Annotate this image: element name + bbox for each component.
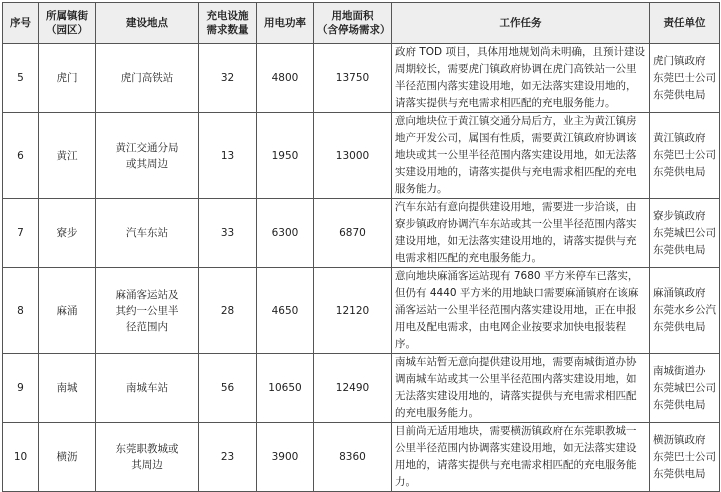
cell-power: 10650 xyxy=(257,354,314,423)
cell-qty: 13 xyxy=(199,113,257,199)
cell-town: 寮步 xyxy=(39,199,96,268)
cell-unit: 南城街道办 东莞城巴公司 东莞供电局 xyxy=(650,354,720,423)
cell-no: 7 xyxy=(3,199,39,268)
cell-site: 麻涌客运站及 其约一公里半 径范围内 xyxy=(96,268,199,354)
cell-qty: 28 xyxy=(199,268,257,354)
header-unit: 责任单位 xyxy=(650,3,720,44)
cell-power: 4800 xyxy=(257,44,314,113)
cell-no: 9 xyxy=(3,354,39,423)
cell-no: 10 xyxy=(3,423,39,492)
header-row xyxy=(3,3,720,44)
cell-power: 6300 xyxy=(257,199,314,268)
cell-site: 虎门高铁站 xyxy=(96,44,199,113)
table-row xyxy=(3,423,720,492)
cell-town: 横沥 xyxy=(39,423,96,492)
table-row xyxy=(3,44,720,113)
cell-task: 汽车东站有意向提供建设用地，需要进一步洽谈，由寮步镇政府协调汽车东站或其一公里半径范围内落实建设用地，如无法落实建设用地的，请落实提供与充电需求相匹配的充电服务能力。 xyxy=(392,199,650,268)
table-row xyxy=(3,113,720,199)
cell-site: 汽车东站 xyxy=(96,199,199,268)
cell-area: 13750 xyxy=(314,44,392,113)
cell-power: 1950 xyxy=(257,113,314,199)
header-task: 工作任务 xyxy=(392,3,650,44)
cell-site: 南城车站 xyxy=(96,354,199,423)
table-row xyxy=(3,354,720,423)
header-site: 建设地点 xyxy=(96,3,199,44)
cell-area: 8360 xyxy=(314,423,392,492)
header-power: 用电功率 xyxy=(257,3,314,44)
cell-area: 13000 xyxy=(314,113,392,199)
cell-town: 黄江 xyxy=(39,113,96,199)
cell-task: 意向地块位于黄江镇交通分局后方，业主为黄江镇房地产开发公司，属国有性质，需要黄江镇政府协调该地块或其一公里半径范围内落实建设用地，如无法落实建设用地的，请落实提供与充电需求相匹配的充电服务能力。 xyxy=(392,113,650,199)
cell-unit: 寮步镇政府 东莞城巴公司 东莞供电局 xyxy=(650,199,720,268)
header-area: 用地面积 （含停场需求） xyxy=(314,3,392,44)
cell-qty: 56 xyxy=(199,354,257,423)
cell-task: 南城车站暂无意向提供建设用地，需要南城街道办协调南城车站或其一公里半径范围内落实建设用地，如无法落实建设用地的，请落实提供与充电需求相匹配的充电服务能力。 xyxy=(392,354,650,423)
charging-facility-table xyxy=(2,2,720,492)
cell-area: 12120 xyxy=(314,268,392,354)
table-row xyxy=(3,199,720,268)
cell-unit: 虎门镇政府 东莞巴士公司 东莞供电局 xyxy=(650,44,720,113)
cell-qty: 23 xyxy=(199,423,257,492)
cell-town: 麻涌 xyxy=(39,268,96,354)
cell-site: 东莞职教城或 其周边 xyxy=(96,423,199,492)
cell-no: 8 xyxy=(3,268,39,354)
cell-task: 政府 TOD 项目，具体用地规划尚未明确，且预计建设周期较长，需要虎门镇政府协调在虎门高铁站一公里半径范围内落实建设用地，如无法落实建设用地的，请落实提供与充电需求相匹配的充电服务能力。 xyxy=(392,44,650,113)
cell-town: 南城 xyxy=(39,354,96,423)
cell-area: 6870 xyxy=(314,199,392,268)
cell-qty: 33 xyxy=(199,199,257,268)
cell-unit: 麻涌镇政府 东莞水乡公汽 东莞供电局 xyxy=(650,268,720,354)
cell-site: 黄江交通分局 或其周边 xyxy=(96,113,199,199)
header-no: 序号 xyxy=(3,3,39,44)
cell-task: 意向地块麻涌客运站现有 7680 平方米停车已落实，但仍有 4440 平方米的用地缺口需要麻涌镇府在该麻涌客运站一公里半径范围内落实建设用地，正在申报用电及配电需求，由电网企业按要求加快电报装程序。 xyxy=(392,268,650,354)
cell-unit: 黄江镇政府 东莞巴士公司 东莞供电局 xyxy=(650,113,720,199)
cell-task: 目前尚无适用地块，需要横沥镇政府在东莞职教城一公里半径范围内协调落实建设用地，如无法落实建设用地的，请落实提供与充电需求相匹配的充电服务能力。 xyxy=(392,423,650,492)
cell-no: 5 xyxy=(3,44,39,113)
cell-area: 12490 xyxy=(314,354,392,423)
header-qty: 充电设施 需求数量 xyxy=(199,3,257,44)
header-town: 所属镇街 （园区） xyxy=(39,3,96,44)
cell-town: 虎门 xyxy=(39,44,96,113)
cell-power: 4650 xyxy=(257,268,314,354)
cell-power: 3900 xyxy=(257,423,314,492)
cell-no: 6 xyxy=(3,113,39,199)
cell-qty: 32 xyxy=(199,44,257,113)
table-row xyxy=(3,268,720,354)
cell-unit: 横沥镇政府 东莞巴士公司 东莞供电局 xyxy=(650,423,720,492)
